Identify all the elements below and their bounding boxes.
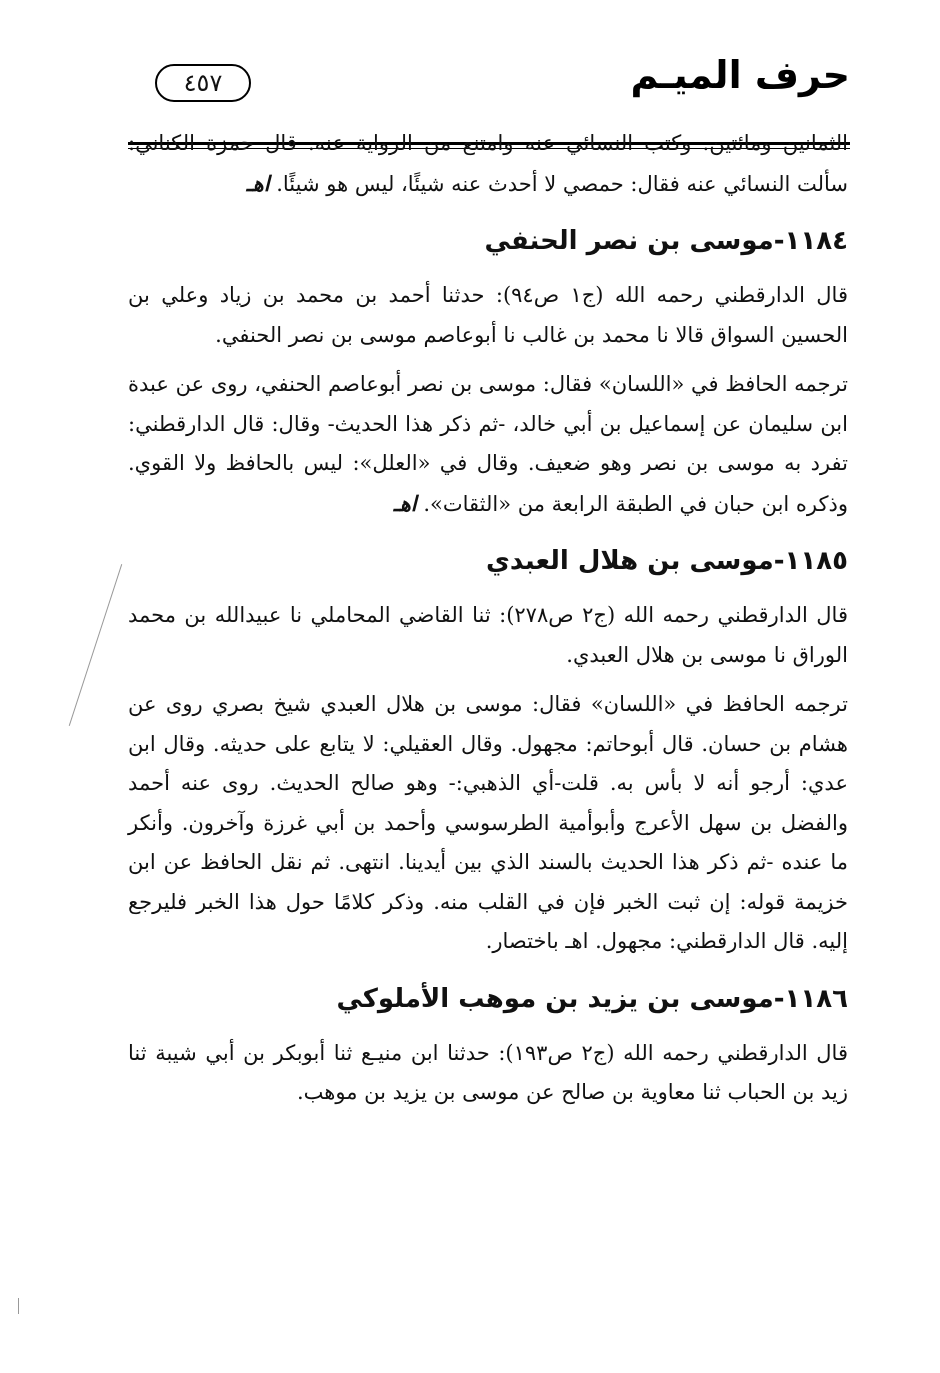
scan-artifact-line	[18, 1298, 19, 1314]
paragraph: ترجمه الحافظ في «اللسان» فقال: موسى بن هلال العبدي شيخ بصري روى عن هشام بن حسان. قال أبوحاتم: مجهول. وقال العقيلي: لا يتابع على حديثه. وقال ابن عدي: أرجو أنه لا بأس به. قلت-أي الذهبي:- وهو صالح الحديث. روى عنه أحمد والفضل بن سهل الأعرج وأبوأمية الطرسوسي وأحمد بن أبي غرزة وآخرون. وأنكر ما عنده -ثم ذكر هذا الحديث بالسند الذي بين أيدينا. انتهى. ثم نقل الحافظ عن ابن خزيمة قوله: إن ثبت الخبر فإن في القلب منه. وذكر كلامًا حول هذا الخبر فليرجع إليه. قال الدارقطني: مجهول. اهـ باختصار.	[128, 692, 848, 953]
entry-heading: ١١٨٦-موسى بن يزيد بن موهب الأملوكي	[336, 983, 848, 1014]
page-number-badge: ٤٥٧	[155, 64, 251, 102]
paragraph: قال الدارقطني رحمه الله (ج٢ ص٢٧٨): ثنا القاضي المحاملي نا عبيدالله بن محمد الوراق نا موسى بن هلال العبدي.	[128, 603, 848, 667]
chapter-title: حرف الميـم	[630, 53, 850, 97]
page-body	[128, 124, 848, 1113]
entry-heading: ١١٨٤-موسى بن نصر الحنفي	[484, 226, 848, 256]
scan-artifact-line	[69, 564, 122, 726]
paragraph: ترجمه الحافظ في «اللسان» فقال: موسى بن نصر أبوعاصم الحنفي، روى عن عبدة ابن سليمان عن إسماعيل بن أبي خالد، -ثم ذكر هذا الحديث- وقال: قال الدارقطني: تفرد به موسى بن نصر وهو ضعيف. وقال في «العلل»: ليس بالحافظ ولا القوي. وذكره ابن حبان في الطبقة الرابعة من «الثقات». اهـ	[128, 372, 848, 516]
entry-heading: ١١٨٥-موسى بن هلال العبدي	[485, 546, 848, 576]
abbreviation-marker: اهـ	[246, 170, 270, 196]
paragraph: الثمانين ومائتين. وكتب النسائي عنه وامتنع من الرواية عنه. قال حمزة الكناني: سألت النسائي عنه فقال: حمصي لا أحدث عنه شيئًا، ليس هو شيئًا. اهـ	[128, 131, 848, 196]
paragraph: قال الدارقطني رحمه الله (ج١ ص٩٤): حدثنا أحمد بن محمد بن زياد وعلي بن الحسين السواق قالا نا محمد بن غالب نا أبوعاصم موسى بن نصر الحنفي.	[128, 283, 848, 347]
abbreviation-marker: اهـ	[393, 490, 417, 516]
paragraph: قال الدارقطني رحمه الله (ج٢ ص١٩٣): حدثنا ابن منيـع ثنا أبوبكر بن أبي شيبة ثنا زيد بن الحباب ثنا معاوية بن صالح عن موسى بن يزيد بن موهب.	[128, 1040, 848, 1104]
